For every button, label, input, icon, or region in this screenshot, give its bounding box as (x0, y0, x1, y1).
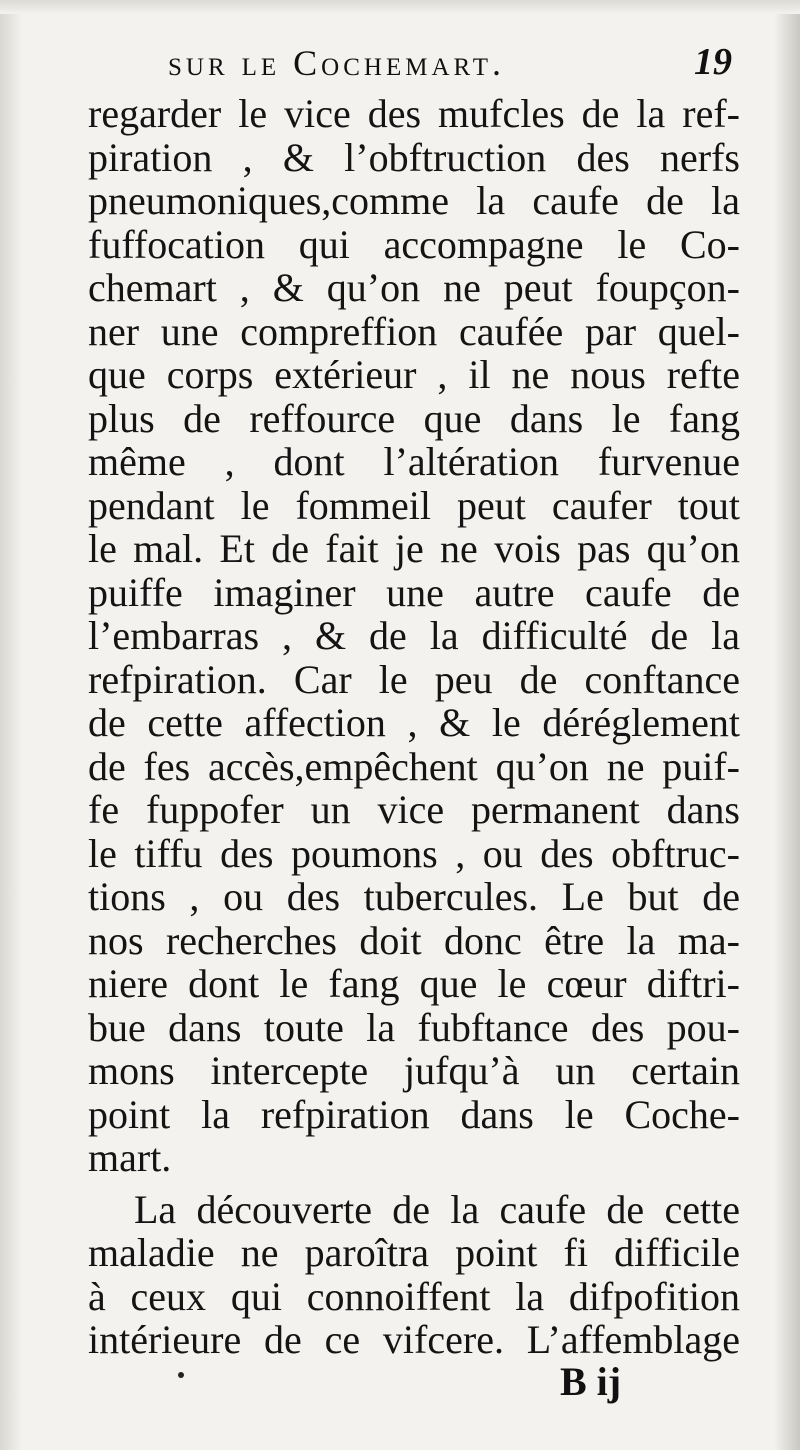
text-line: refpiration. Car le peu de conftance (88, 656, 740, 702)
page-gutter-shadow (0, 0, 22, 1450)
ink-speck (178, 1372, 184, 1378)
text-line: plus de reffource que dans le fang (88, 395, 740, 441)
page-edge-shadow (774, 0, 800, 1450)
page-number: 19 (694, 41, 732, 83)
text-line: point la refpiration dans le Coche- (88, 1091, 740, 1137)
text-line: à ceux qui connoiffent la difpofition (88, 1273, 740, 1319)
paragraph-2 (88, 1188, 740, 1362)
text-line: le tiffu des poumons , ou des obftruc- (88, 830, 740, 876)
text-line: nos recherches doit donc être la ma- (88, 917, 740, 963)
text-line: le mal. Et de fait je ne vois pas qu’on (88, 526, 740, 571)
text-line: fuffocation qui accompagne le Co- (88, 221, 740, 267)
text-line: maladie ne paroîtra point fi difficile (88, 1230, 740, 1275)
text-line: regarder le vice des mufcles de la ref- (88, 91, 740, 136)
text-line: de cette affection , & le déréglement (88, 700, 740, 745)
text-line: même , dont l’altération furvenue (88, 439, 740, 484)
text-line: mart. (88, 1135, 172, 1180)
text-line: chemart , & qu’on ne peut foupçon- (88, 265, 740, 310)
text-line: bue dans toute la fubftance des pou- (88, 1004, 740, 1050)
page-top-edge (0, 0, 800, 14)
text-line: de fes accès,empêchent qu’on ne puif- (88, 743, 740, 789)
text-line: pendant le fommeil peut caufer tout (88, 482, 740, 528)
running-title: sur le Cochemart. (168, 43, 505, 83)
text-line: fe fuppofer un vice permanent dans (88, 787, 740, 832)
text-line: tions , ou des tubercules. Le but de (88, 874, 740, 919)
text-line: niere dont le fang que le cœur diftri- (88, 961, 740, 1006)
body-text (88, 92, 740, 1362)
text-line: mons intercepte jufqu’à un certain (88, 1048, 740, 1093)
text-line: que corps extérieur , il ne nous refte (88, 352, 740, 397)
text-line: ner une compreffion caufée par quel- (88, 308, 740, 354)
text-line: puiffe imaginer une autre caufe de (88, 569, 740, 615)
text-line: intérieure de ce vifcere. L’affemblage (88, 1317, 740, 1362)
text-line: La découverte de la caufe de cette (134, 1186, 740, 1232)
running-head (0, 28, 800, 88)
signature-mark: B ij (560, 1359, 622, 1404)
text-line: piration , & l’obftruction des nerfs (88, 134, 740, 180)
paragraph-1 (88, 92, 740, 1180)
text-line: pneumoniques,comme la caufe de la (88, 178, 740, 223)
text-line: l’embarras , & de la difficulté de la (88, 613, 740, 658)
